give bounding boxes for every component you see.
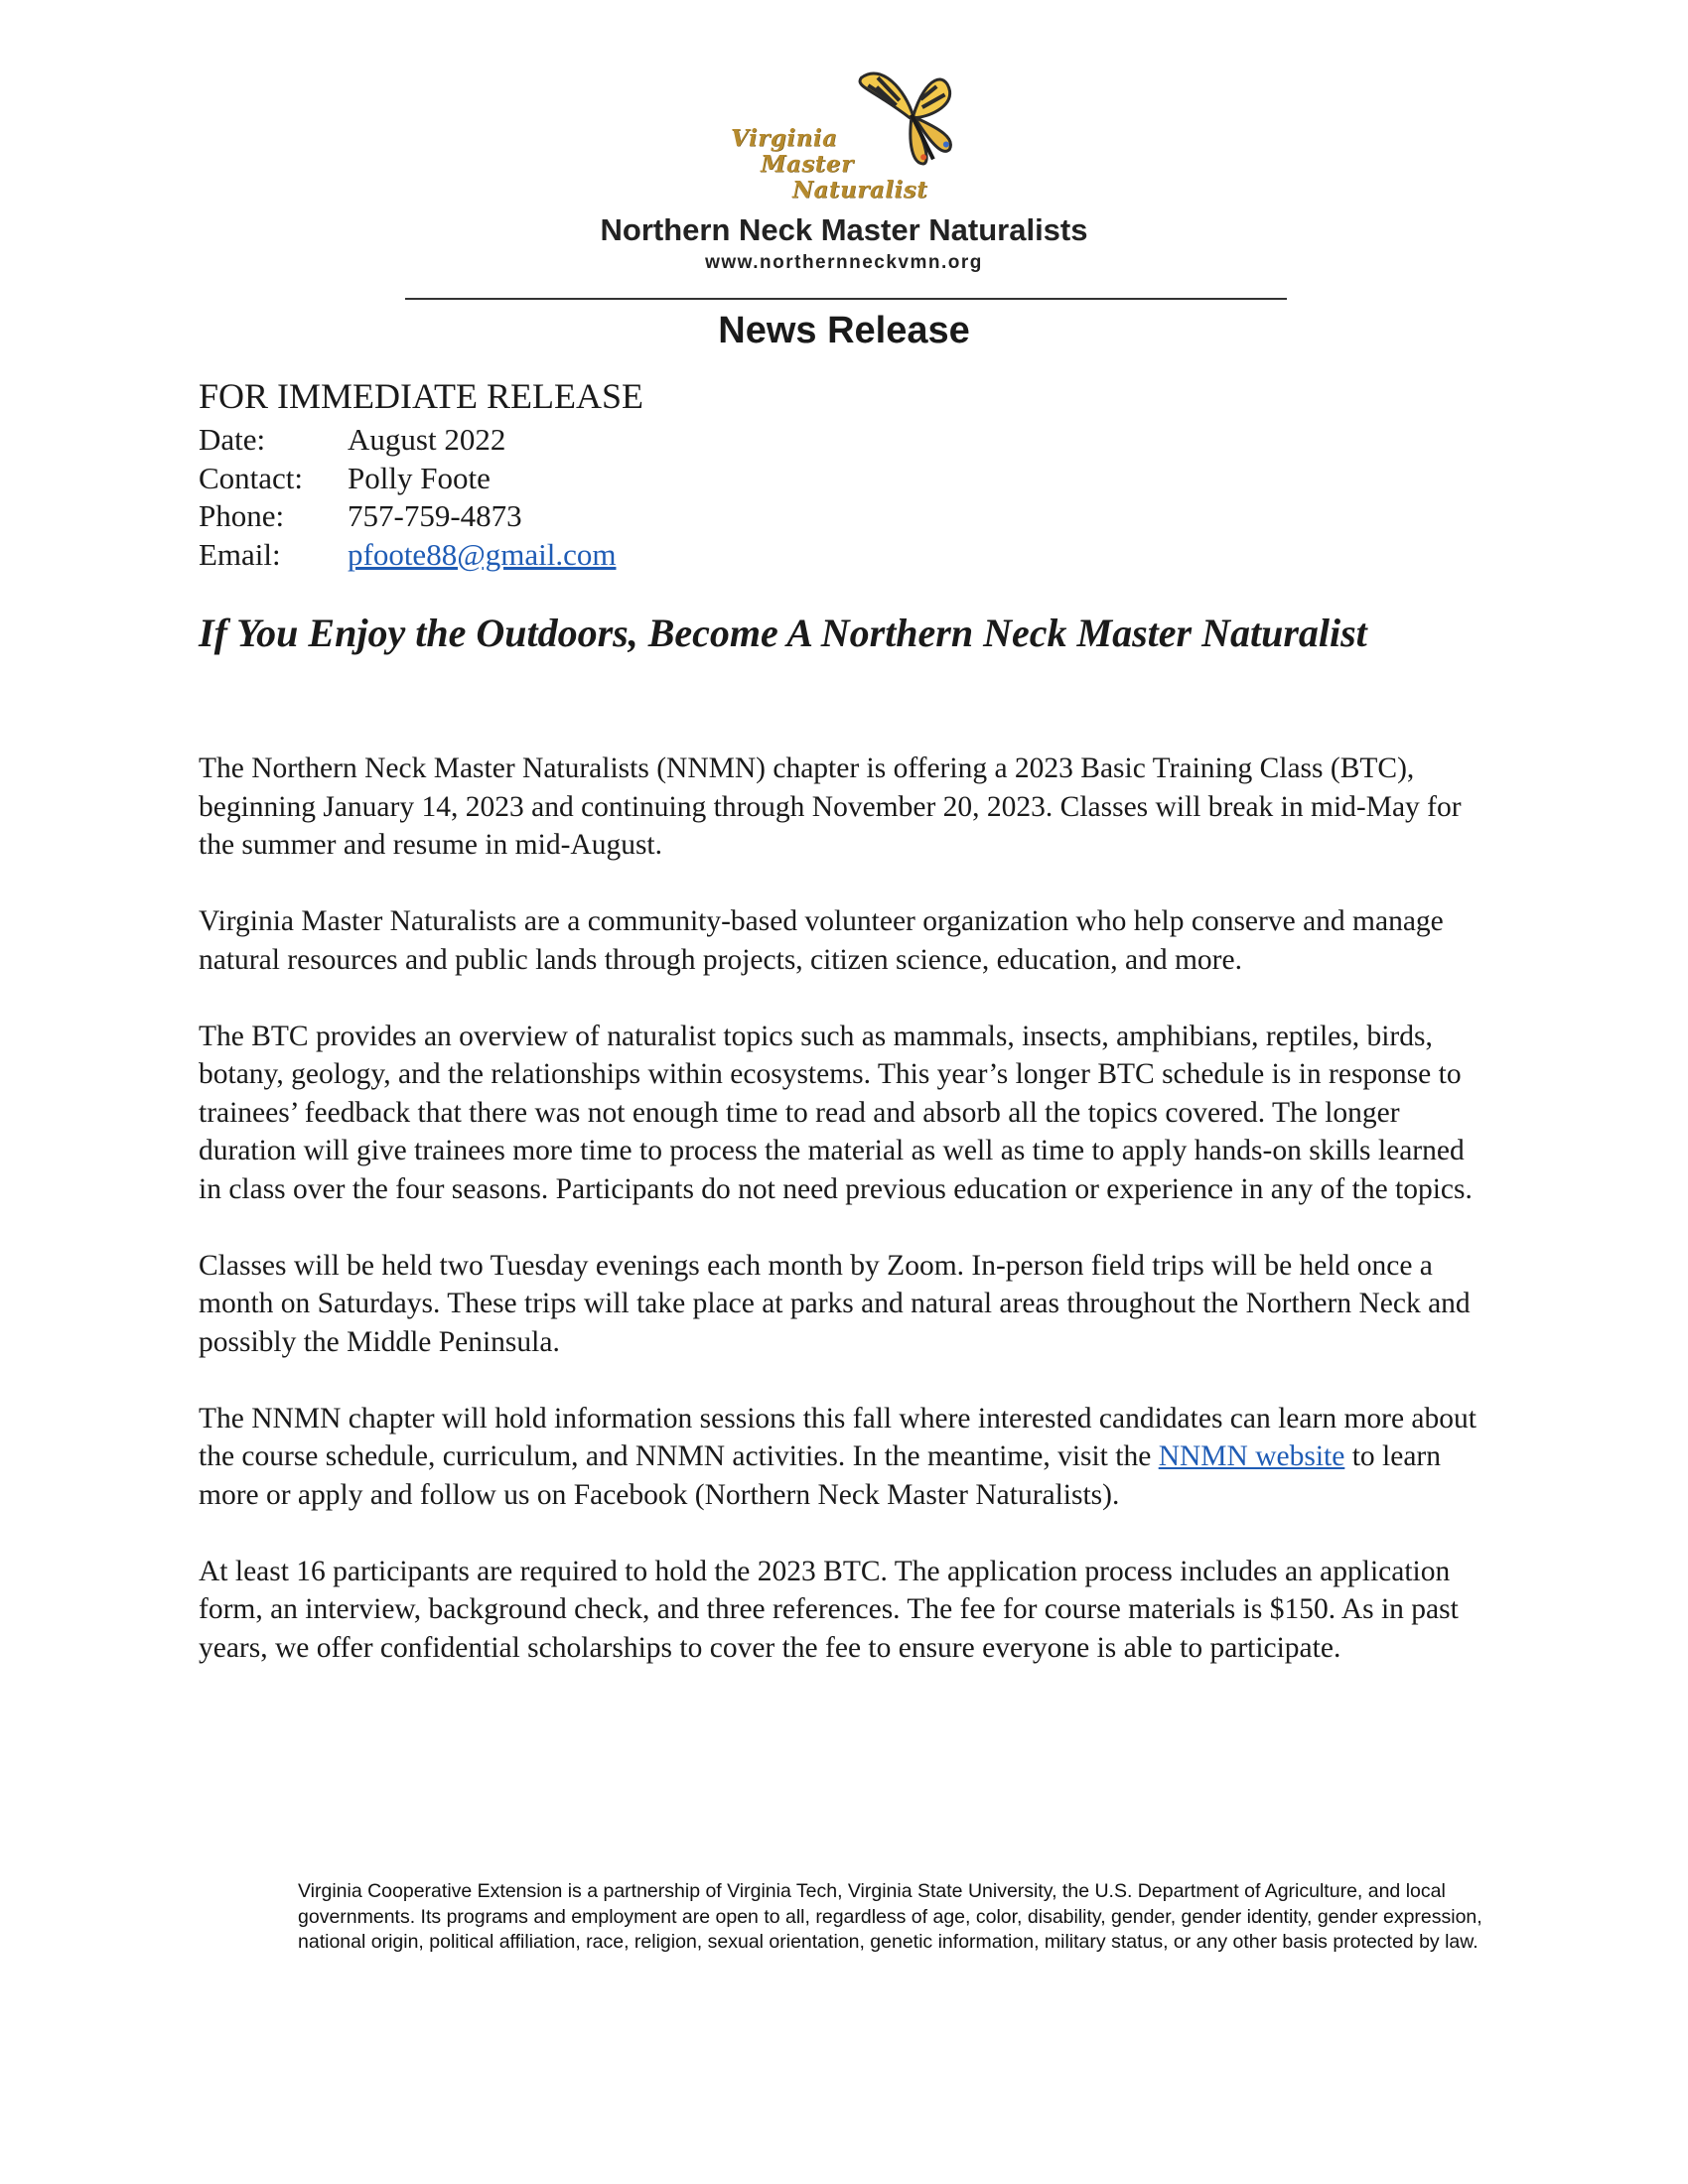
doc-type-title: News Release: [718, 310, 970, 351]
email-row: [199, 536, 616, 575]
nnmn-website-link[interactable]: NNMN website: [1158, 1440, 1345, 1472]
date-row: [199, 421, 616, 460]
header-divider: [405, 298, 1287, 300]
paragraph-6: At least 16 participants are required to hold the 2023 BTC. The application process includes an application form, an interview, background check, and three references. The fee for course materials is $150. As in past years, we offer confidential scholarships to cover the fee to ensure everyone is able to participate.: [199, 1555, 1459, 1664]
contact-value: Polly Foote: [348, 460, 491, 495]
paragraph-3: The BTC provides an overview of naturalist topics such as mammals, insects, amphibians, reptiles, birds, botany, geology, and the relationships within ecosystems. This year’s longer BTC schedule is in response to trainees’ feedback that there was not enough time to read and absorb all the topics covered. The longer duration will give trainees more time to process the material as well as time to apply hands-on skills learned in class over the four seasons. Participants do not need previous education or experience in any of the topics.: [199, 1020, 1473, 1205]
date-value: August 2022: [348, 422, 506, 457]
paragraph-4: Classes will be held two Tuesday evenings each month by Zoom. In-person field trips will be held once a month on Saturdays. These trips will take place at parks and natural areas throughout the Northern Neck and possibly the Middle Peninsula.: [199, 1249, 1471, 1358]
contact-row: [199, 460, 616, 498]
email-link[interactable]: pfoote88@gmail.com: [348, 536, 617, 572]
logo-text-line-1: Virginia: [731, 125, 838, 152]
phone-label: Phone:: [199, 498, 285, 533]
org-url: www.northernneckvmn.org: [705, 252, 983, 273]
paragraph-2: Virginia Master Naturalists are a community-based volunteer organization who help conserve and manage natural resources and public lands through projects, citizen science, education, and more.: [199, 905, 1444, 976]
phone-value: 757-759-4873: [348, 498, 522, 533]
paragraph-1: The Northern Neck Master Naturalists (NNMN) chapter is offering a 2023 Basic Training Class (BTC), beginning January 14, 2023 and continuing through November 20, 2023. Classes will break in mid-May for the summer and resume in mid-August.: [199, 752, 1462, 861]
footer-disclaimer: Virginia Cooperative Extension is a partnership of Virginia Tech, Virginia State University, the U.S. Department of Agriculture, and local governments. Its programs and employment are open to all, regardless of age, color, disability, gender, gender identity, gender expression, national origin, political affiliation, race, religion, sexual orientation, genetic information, military status, or any other basis protected by law.: [298, 1880, 1482, 1953]
article-body: [199, 750, 1489, 1706]
release-tag: FOR IMMEDIATE RELEASE: [199, 376, 643, 416]
date-label: Date:: [199, 422, 266, 457]
logo-text-line-3: Naturalist: [792, 177, 928, 204]
email-label: Email:: [199, 536, 281, 572]
headline: If You Enjoy the Outdoors, Become A Northern Neck Master Naturalist: [199, 611, 1367, 655]
org-name: Northern Neck Master Naturalists: [600, 212, 1088, 247]
phone-row: [199, 497, 616, 536]
paragraph-5-text-b: to learn more or apply and follow us on Facebook (Northern Neck Master Naturalists).: [199, 1440, 1441, 1511]
paragraph-5: [199, 1400, 1489, 1515]
release-meta: [199, 421, 616, 574]
paragraph-5-text-a: The NNMN chapter will hold information sessions this fall where interested candidates can learn more about the course schedule, curriculum, and NNMN activities. In the meantime, visit the: [199, 1402, 1477, 1472]
butterfly-logo-icon: [849, 55, 978, 184]
logo-text-line-2: Master: [761, 151, 854, 178]
contact-label: Contact:: [199, 460, 304, 495]
